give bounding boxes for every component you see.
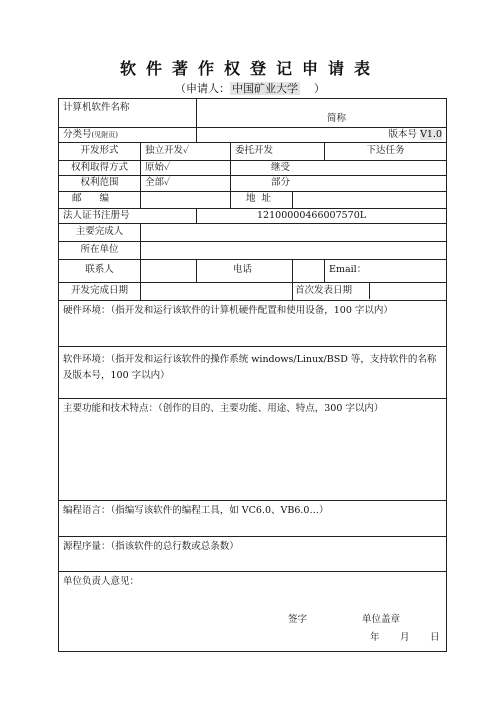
dev-mode-label: 开发形式 — [59, 142, 141, 160]
row-software-env — [59, 346, 447, 398]
row-rights-scope — [59, 176, 447, 192]
row-legal-cert — [59, 208, 447, 224]
software-name-field[interactable] — [197, 99, 447, 128]
postcode-label: 邮编 — [59, 192, 141, 209]
applicant-line — [0, 80, 500, 96]
row-hardware-env — [59, 300, 447, 346]
version-value: V1.0 — [420, 128, 443, 140]
applicant-close: ） — [314, 82, 325, 95]
row-contact — [59, 259, 447, 282]
version-label: 版本号 — [388, 128, 418, 140]
postcode-field[interactable] — [141, 192, 231, 209]
date-year: 年 — [370, 632, 380, 643]
rights-method-original[interactable]: 原始✓ — [141, 160, 231, 176]
row-source-lines — [59, 536, 447, 572]
row-main-developer — [59, 224, 447, 242]
legal-cert-value[interactable]: 12100000466007570L — [197, 208, 447, 224]
address-field[interactable] — [293, 192, 447, 209]
completion-date-field[interactable] — [141, 282, 293, 300]
first-publish-cell[interactable] — [293, 282, 447, 300]
rights-scope-label: 权利范围 — [59, 176, 141, 192]
rights-method-inherited[interactable]: 继受 — [231, 160, 447, 176]
legal-cert-label: 法人证书注册号 — [59, 208, 197, 224]
application-form-table — [58, 98, 447, 652]
dev-mode-option-independent[interactable]: 独立开发✓ — [141, 142, 231, 160]
row-unit — [59, 242, 447, 260]
source-lines-field[interactable]: 源程序量：（指该软件的总行数或总条数） — [59, 536, 447, 572]
contact-label: 联系人 — [59, 259, 141, 282]
category-label: 分类号(见附页) — [59, 128, 197, 143]
email-field[interactable] — [325, 259, 447, 282]
date-day: 日 — [430, 632, 440, 643]
hardware-env-field[interactable]: 硬件环境：（指开发和运行该软件的计算机硬件配置和使用设备，100 字以内） — [59, 300, 447, 346]
software-name-label: 计算机软件名称 — [59, 99, 197, 128]
rights-scope-partial[interactable]: 部分 — [231, 176, 447, 192]
contact-field[interactable] — [141, 259, 197, 282]
applicant-label: （申请人： — [175, 82, 230, 95]
short-name-label: 简称 — [327, 113, 347, 125]
rights-scope-all[interactable]: 全部✓ — [141, 176, 231, 192]
row-postcode — [59, 192, 447, 209]
signature-label: 签字 — [288, 614, 308, 625]
main-features-field[interactable]: 主要功能和技术特点：（创作的目的、主要功能、用途、特点，300 字以内） — [59, 398, 447, 500]
form-title: 软件著作权登记申请表 — [119, 59, 380, 78]
row-dates — [59, 282, 447, 300]
address-label: 地址 — [231, 192, 293, 209]
seal-label: 单位盖章 — [362, 614, 401, 625]
first-publish-label: 首次发表日期 — [293, 283, 370, 299]
software-env-field[interactable]: 软件环境：（指开发和运行该软件的操作系统 windows/Linux/BSD 等，支持软件的名称及版本号，100 字以内） — [59, 346, 447, 398]
unit-field[interactable] — [141, 242, 447, 260]
unit-label: 所在单位 — [59, 242, 141, 260]
rights-method-label: 权利取得方式 — [59, 160, 141, 176]
row-dev-mode — [59, 142, 447, 160]
phone-field[interactable] — [293, 259, 325, 282]
version-field[interactable] — [197, 128, 447, 143]
row-category — [59, 128, 447, 143]
dev-mode-option-assigned[interactable]: 下达任务 — [325, 142, 447, 160]
row-programming-lang — [59, 501, 447, 537]
date-month: 月 — [400, 632, 410, 643]
row-main-features — [59, 398, 447, 500]
row-software-name — [59, 99, 447, 128]
completion-date-label: 开发完成日期 — [59, 282, 141, 300]
phone-label: 电话 — [197, 259, 293, 282]
programming-lang-field[interactable]: 编程语言：（指编写该软件的编程工具，如 VC6.0、VB6.0…） — [59, 501, 447, 537]
email-label: Email： — [329, 264, 367, 276]
main-developer-label: 主要完成人 — [59, 224, 141, 242]
row-rights-method — [59, 160, 447, 176]
dev-mode-option-commissioned[interactable]: 委托开发 — [231, 142, 325, 160]
main-developer-field[interactable] — [141, 224, 447, 242]
unit-opinion-label: 单位负责人意见： — [63, 576, 140, 588]
applicant-value[interactable]: 中国矿业大学 — [232, 82, 298, 95]
